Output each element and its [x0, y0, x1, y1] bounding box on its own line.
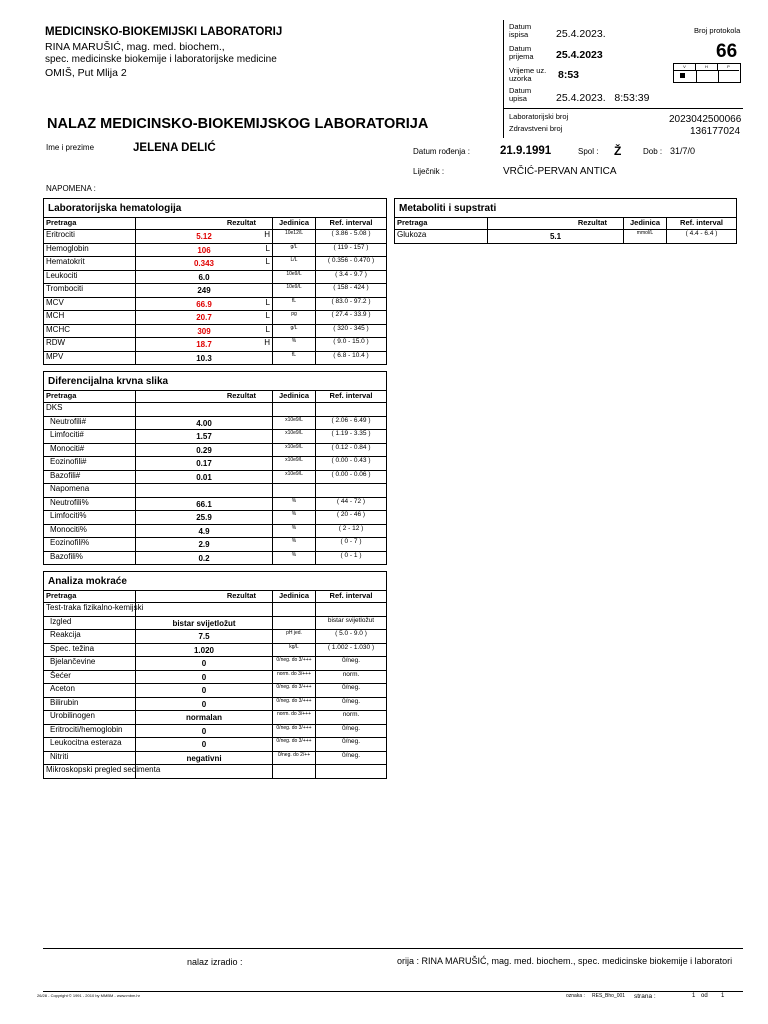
test-name: Neutrofili%: [44, 497, 136, 511]
ref-cell: ( 1.002 - 1.030 ): [316, 643, 387, 657]
table-row: [44, 697, 387, 711]
result-cell: [136, 670, 273, 684]
result-cell: [136, 311, 273, 325]
ref-cell: 0/neg.: [316, 738, 387, 752]
result-cell: [136, 724, 273, 738]
result-value: normalan: [185, 713, 222, 722]
test-name: Test-traka fizikalno-kemijski: [44, 603, 136, 617]
unit-cell: x10e9/L: [273, 443, 316, 457]
vrijeme: 8:53: [558, 69, 580, 81]
unit-cell: %: [273, 551, 316, 565]
test-name: MCV: [44, 297, 136, 311]
ref-cell: ( 27.4 - 33.9 ): [316, 311, 387, 325]
differential-title: Diferencijalna krvna slika: [44, 372, 387, 391]
result-value: 5.1: [549, 232, 562, 241]
test-name: Trombociti: [44, 284, 136, 298]
spol-label: Spol :: [578, 147, 599, 156]
test-name: Hemoglobin: [44, 243, 136, 257]
table-row: [44, 338, 387, 352]
proto-mark: [680, 73, 685, 78]
result-cell: [136, 443, 273, 457]
name-label: Ime i prezime: [46, 143, 95, 152]
datum-upisa: 25.4.2023. 8:53:39: [556, 92, 650, 104]
datum-prijema-label: Datum prijema: [509, 44, 534, 61]
unit-cell: pg: [273, 311, 316, 325]
unit-cell: 0/neg. do 3/+++: [273, 697, 316, 711]
result-value: 0: [201, 672, 207, 682]
metabolites-title: Metaboliti i supstrati: [395, 199, 737, 218]
lab-specialty: spec. medicinske biokemije i laboratorijske medicine: [45, 54, 277, 65]
result-value: 0.2: [198, 553, 210, 563]
unit-cell: 0/neg. do 2/++: [273, 751, 316, 765]
ref-cell: ( 0.356 - 0.470 ): [316, 257, 387, 271]
footer-rule-top: [43, 948, 743, 949]
ref-cell: ( 119 - 157 ): [316, 243, 387, 257]
table-row: [44, 351, 387, 365]
table-row: [44, 738, 387, 752]
test-name: RDW: [44, 338, 136, 352]
result-value: 0.01: [196, 472, 212, 482]
ref-cell: ( 3.4 - 9.7 ): [316, 270, 387, 284]
table-row: [44, 603, 387, 617]
table-row: [44, 711, 387, 725]
ref-cell: 0/neg.: [316, 657, 387, 671]
urine-title: Analiza mokraće: [44, 572, 387, 591]
unit-cell: 0/neg. do 3/+++: [273, 724, 316, 738]
result-cell: [136, 538, 273, 552]
ref-cell: ( 6.8 - 10.4 ): [316, 351, 387, 365]
unit-cell: kg/L: [273, 643, 316, 657]
result-value: 4.9: [198, 526, 210, 536]
test-name: Bazofili%: [44, 551, 136, 565]
result-flag: H: [264, 230, 270, 239]
page-title: NALAZ MEDICINSKO-BIOKEMIJSKOG LABORATORIJA: [47, 116, 429, 132]
ref-cell: norm.: [316, 670, 387, 684]
table-row: [44, 511, 387, 525]
result-cell: [136, 284, 273, 298]
ref-cell: ( 5.0 - 9.0 ): [316, 630, 387, 644]
test-name: Leukocitna esteraza: [44, 738, 136, 752]
ref-cell: [316, 403, 387, 417]
test-name: Nitriti: [44, 751, 136, 765]
result-cell: [136, 551, 273, 565]
unit-cell: %: [273, 538, 316, 552]
unit-cell: norm. do 3/+++: [273, 711, 316, 725]
table-row: [44, 470, 387, 484]
test-name: MCH: [44, 311, 136, 325]
table-row: [44, 670, 387, 684]
result-flag: L: [265, 257, 270, 266]
result-cell: [136, 243, 273, 257]
test-name: Eozinofili#: [44, 457, 136, 471]
result-cell: [136, 403, 273, 417]
unit-cell: %: [273, 338, 316, 352]
izradio-name: orija : RINA MARUŠIĆ, mag. med. biochem., spec. medicinske biokemije i laboratori: [397, 956, 733, 966]
result-value: 0: [201, 699, 207, 709]
table-row: [44, 457, 387, 471]
table-row: [44, 403, 387, 417]
oznaka: RES_Bho_001: [592, 993, 626, 999]
test-name: Glukoza: [395, 230, 488, 244]
result-value: 309: [197, 326, 211, 336]
result-value: negativni: [186, 753, 222, 763]
ref-cell: ( 0 - 1 ): [316, 551, 387, 565]
test-name: Neutrofili#: [44, 416, 136, 430]
zdrav-broj-label: Zdravstveni broj: [509, 124, 563, 133]
patient-spol: Ž: [614, 144, 622, 158]
unit-cell: %: [273, 524, 316, 538]
col-ref: Ref. interval: [667, 218, 737, 230]
table-row: [44, 684, 387, 698]
test-name: Bazofili#: [44, 470, 136, 484]
result-value: 7.5: [198, 632, 210, 641]
patient-name: JELENA DELIĆ: [133, 142, 216, 154]
test-name: Šećer: [44, 670, 136, 684]
test-name: Spec. težina: [44, 643, 136, 657]
result-cell: [136, 524, 273, 538]
izradio-label: nalaz izradio :: [187, 957, 243, 967]
proto-cell-v: V: [674, 64, 696, 71]
result-value: 1.57: [196, 432, 212, 441]
result-value: 0: [201, 686, 207, 695]
table-row: [44, 257, 387, 271]
test-name: Napomena: [44, 484, 136, 498]
result-value: 10.3: [196, 353, 212, 363]
unit-cell: pH jed.: [273, 630, 316, 644]
result-value: 0.343: [193, 259, 215, 268]
result-value: 0.17: [196, 459, 212, 468]
result-value: 6.0: [198, 272, 210, 282]
unit-cell: 10e12/L: [273, 230, 316, 244]
lab-name: MEDICINSKO-BIOKEMIJSKI LABORATORIJ: [45, 26, 283, 38]
broj-protokola-label: Broj protokola: [694, 26, 741, 35]
result-cell: [136, 765, 273, 779]
unit-cell: g/L: [273, 243, 316, 257]
unit-cell: x10e9/L: [273, 470, 316, 484]
ref-cell: ( 9.0 - 15.0 ): [316, 338, 387, 352]
col-result: Rezultat: [136, 591, 273, 603]
col-test: Pretraga: [395, 218, 488, 230]
result-value: 66.9: [196, 299, 212, 309]
table-row: [44, 284, 387, 298]
result-value: 0: [201, 740, 207, 749]
result-cell: [136, 603, 273, 617]
doctor-name: VRČIĆ-PERVAN ANTICA: [503, 166, 617, 177]
table-row: [395, 230, 737, 244]
ref-cell: [316, 603, 387, 617]
table-row: [44, 443, 387, 457]
patient-age: 31/7/0: [670, 146, 696, 156]
footer-rule-bottom: [43, 991, 743, 992]
result-cell: [136, 738, 273, 752]
unit-cell: [273, 484, 316, 498]
table-row: [44, 657, 387, 671]
result-value: 0.29: [196, 445, 212, 455]
ref-cell: ( 2 - 12 ): [316, 524, 387, 538]
differential-table: [43, 371, 387, 565]
col-ref: Ref. interval: [316, 218, 387, 230]
result-cell: [136, 630, 273, 644]
unit-cell: %: [273, 497, 316, 511]
unit-cell: 10e9/L: [273, 284, 316, 298]
strana: 1: [692, 993, 696, 999]
result-cell: [136, 616, 273, 630]
unit-cell: fL: [273, 297, 316, 311]
urine-table: [43, 571, 387, 779]
unit-cell: x10e9/L: [273, 430, 316, 444]
col-ref: Ref. interval: [316, 391, 387, 403]
test-name: DKS: [44, 403, 136, 417]
result-value: 2.9: [198, 540, 210, 549]
result-cell: [136, 697, 273, 711]
broj-protokola: 66: [716, 41, 738, 62]
test-name: Limfociti#: [44, 430, 136, 444]
oznaka-label: oznaka :: [566, 993, 585, 999]
ref-cell: ( 4.4 - 6.4 ): [667, 230, 737, 244]
result-value: 5.12: [196, 232, 212, 241]
datum-upisa-label: Datum upisa: [509, 86, 532, 103]
napomena-label: NAPOMENA :: [46, 184, 96, 193]
result-cell: [136, 643, 273, 657]
age-label: Dob :: [643, 147, 663, 156]
result-cell: [136, 470, 273, 484]
test-name: Urobilinogen: [44, 711, 136, 725]
unit-cell: [273, 403, 316, 417]
result-cell: [136, 270, 273, 284]
ref-cell: ( 0.00 - 0.43 ): [316, 457, 387, 471]
datum-ispisa-label: Datum ispisa: [509, 22, 532, 39]
ref-cell: ( 158 - 424 ): [316, 284, 387, 298]
result-value: 4.00: [196, 418, 212, 428]
result-flag: L: [265, 324, 270, 334]
test-name: Monociti#: [44, 443, 136, 457]
result-value: 1.020: [193, 645, 215, 655]
result-flag: L: [265, 297, 270, 307]
doctor-label: Liječnik :: [413, 167, 445, 176]
result-value: 20.7: [196, 313, 212, 322]
ref-cell: norm.: [316, 711, 387, 725]
col-unit: Jedinica: [273, 218, 316, 230]
result-cell: [136, 257, 273, 271]
unit-cell: x10e9/L: [273, 416, 316, 430]
lab-broj-label: Laboratorijski broj: [509, 112, 569, 121]
test-name: MPV: [44, 351, 136, 365]
result-cell: [136, 324, 273, 338]
result-value: 0: [201, 726, 207, 736]
result-value: 18.7: [196, 340, 212, 349]
strana-label: strana :: [634, 993, 656, 1000]
ref-cell: ( 0.12 - 0.84 ): [316, 443, 387, 457]
result-cell: [136, 297, 273, 311]
ref-cell: 0/neg.: [316, 684, 387, 698]
result-value: 25.9: [196, 513, 212, 522]
result-value: 66.1: [196, 499, 212, 509]
col-result: Rezultat: [488, 218, 624, 230]
col-test: Pretraga: [44, 591, 136, 603]
result-cell: [136, 416, 273, 430]
result-cell: [136, 497, 273, 511]
table-row: [44, 524, 387, 538]
table-row: [44, 297, 387, 311]
col-result: Rezultat: [136, 391, 273, 403]
ref-cell: 0/neg.: [316, 697, 387, 711]
test-name: Leukociti: [44, 270, 136, 284]
ref-cell: bistar svijetložut: [316, 616, 387, 630]
lab-person: RINA MARUŠIĆ, mag. med. biochem.,: [45, 41, 225, 53]
result-cell: [488, 230, 624, 244]
ref-cell: ( 0.00 - 0.06 ): [316, 470, 387, 484]
result-cell: [136, 711, 273, 725]
unit-cell: [273, 765, 316, 779]
result-value: 0: [201, 659, 207, 668]
ref-cell: 0/neg.: [316, 724, 387, 738]
ref-cell: ( 3.86 - 5.08 ): [316, 230, 387, 244]
lab-broj: 2023042500066: [669, 114, 742, 125]
ref-cell: ( 320 - 345 ): [316, 324, 387, 338]
unit-cell: 0/neg. do 3/+++: [273, 657, 316, 671]
result-cell: [136, 684, 273, 698]
datum-ispisa: 25.4.2023.: [556, 28, 606, 40]
test-name: Eozinofili%: [44, 538, 136, 552]
result-flag: L: [265, 243, 270, 253]
unit-cell: x10e9/L: [273, 457, 316, 471]
meta-hline: [503, 108, 743, 109]
vrijeme-label: Vrijeme uz. uzorka: [509, 66, 547, 83]
zdrav-broj: 136177024: [690, 126, 741, 137]
result-cell: [136, 351, 273, 365]
result-cell: [136, 511, 273, 525]
test-name: Eritrociti: [44, 230, 136, 244]
table-row: [44, 643, 387, 657]
table-row: [44, 230, 387, 244]
proto-cell-h: H: [696, 64, 718, 71]
table-row: [44, 243, 387, 257]
table-row: [44, 630, 387, 644]
test-name: Limfociti%: [44, 511, 136, 525]
hematology-table: [43, 198, 387, 365]
unit-cell: [273, 603, 316, 617]
hematology-title: Laboratorijska hematologija: [44, 199, 387, 218]
meta-divider: [503, 20, 504, 138]
test-name: Aceton: [44, 684, 136, 698]
table-row: [44, 765, 387, 779]
test-name: Izgled: [44, 616, 136, 630]
proto-cell-p: P: [718, 64, 739, 71]
table-row: [44, 551, 387, 565]
table-row: [44, 270, 387, 284]
patient-dob: 21.9.1991: [500, 145, 552, 157]
datum-prijema: 25.4.2023: [556, 49, 603, 61]
unit-cell: 0/neg. do 3/+++: [273, 738, 316, 752]
ref-cell: ( 83.0 - 97.2 ): [316, 297, 387, 311]
result-cell: [136, 430, 273, 444]
result-flag: H: [264, 338, 270, 347]
dob-label: Datum rođenja :: [413, 147, 470, 156]
test-name: Bjelančevine: [44, 657, 136, 671]
table-row: [44, 430, 387, 444]
od-label: od: [701, 993, 708, 999]
result-value: bistar svijetložut: [172, 618, 236, 628]
unit-cell: norm. do 3/+++: [273, 670, 316, 684]
table-row: [44, 538, 387, 552]
test-name: Monociti%: [44, 524, 136, 538]
table-row: [44, 484, 387, 498]
table-row: [44, 311, 387, 325]
col-unit: Jedinica: [273, 391, 316, 403]
copyright: 26/28 - Copyright © 1991 - 2010 by MMBM - www.mbm.hr: [37, 993, 140, 998]
test-name: Eritrociti/hemoglobin: [44, 724, 136, 738]
table-row: [44, 724, 387, 738]
result-cell: [136, 457, 273, 471]
test-name: MCHC: [44, 324, 136, 338]
result-cell: [136, 751, 273, 765]
test-name: Bilirubin: [44, 697, 136, 711]
unit-cell: 0/neg. do 3/+++: [273, 684, 316, 698]
result-value: 106: [197, 245, 211, 255]
unit-cell: %: [273, 511, 316, 525]
strana-total: 1: [721, 993, 725, 999]
ref-cell: 0/neg.: [316, 751, 387, 765]
col-test: Pretraga: [44, 391, 136, 403]
unit-cell: mmol/L: [624, 230, 667, 244]
ref-cell: ( 44 - 72 ): [316, 497, 387, 511]
metabolites-table: [394, 198, 737, 244]
result-cell: [136, 230, 273, 244]
result-cell: [136, 657, 273, 671]
test-name: Reakcija: [44, 630, 136, 644]
col-ref: Ref. interval: [316, 591, 387, 603]
col-unit: Jedinica: [273, 591, 316, 603]
table-row: [44, 497, 387, 511]
table-row: [44, 751, 387, 765]
result-cell: [136, 338, 273, 352]
ref-cell: ( 20 - 46 ): [316, 511, 387, 525]
ref-cell: [316, 484, 387, 498]
unit-cell: L/L: [273, 257, 316, 271]
ref-cell: ( 2.06 - 6.49 ): [316, 416, 387, 430]
col-result: Rezultat: [136, 218, 273, 230]
unit-cell: g/L: [273, 324, 316, 338]
col-unit: Jedinica: [624, 218, 667, 230]
result-value: 249: [197, 286, 211, 295]
unit-cell: 10e9/L: [273, 270, 316, 284]
result-cell: [136, 484, 273, 498]
ref-cell: [316, 765, 387, 779]
ref-cell: ( 1.19 - 3.35 ): [316, 430, 387, 444]
table-row: [44, 416, 387, 430]
test-name: Hematokrit: [44, 257, 136, 271]
unit-cell: fL: [273, 351, 316, 365]
unit-cell: [273, 616, 316, 630]
table-row: [44, 324, 387, 338]
result-flag: L: [265, 311, 270, 320]
test-name: Mikroskopski pregled sedimenta: [44, 765, 136, 779]
col-test: Pretraga: [44, 218, 136, 230]
lab-address: OMIŠ, Put Mlija 2: [45, 67, 127, 79]
protocol-box: [673, 63, 741, 83]
table-row: [44, 616, 387, 630]
ref-cell: ( 0 - 7 ): [316, 538, 387, 552]
